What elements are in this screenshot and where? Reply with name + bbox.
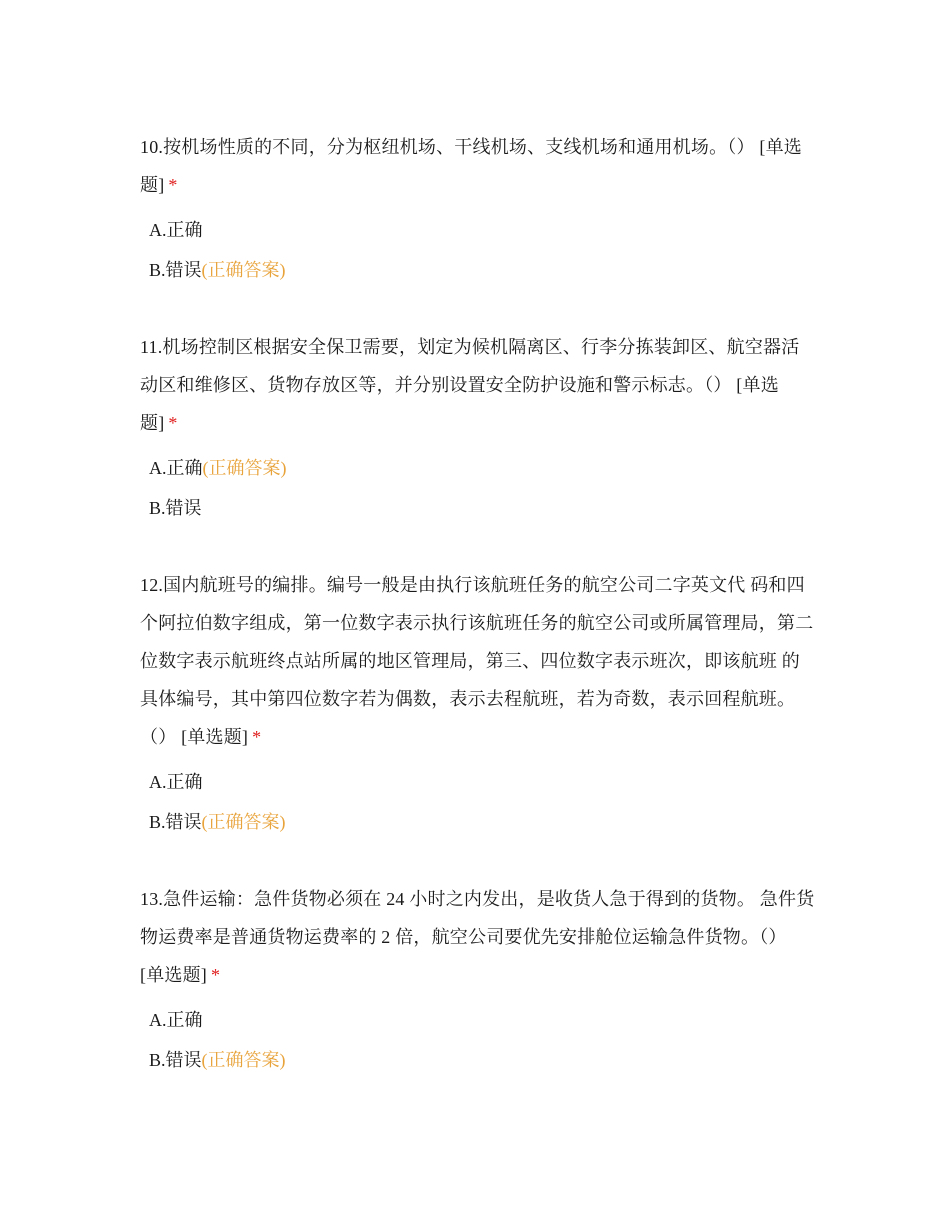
required-mark: * (252, 727, 262, 747)
option-a[interactable] (140, 1000, 815, 1040)
question-text-content: 13.急件运输：急件货物必须在 24 小时之内发出，是收货人急于得到的货物。 急件货物运费率是普通货物运费率的 2 倍，航空公司要优先安排舱位运输急件货物。（） [单选题] (140, 889, 815, 985)
correct-answer-tag: (正确答案) (201, 812, 286, 832)
question-10 (140, 128, 815, 290)
question-text (140, 880, 815, 994)
option-label: A.正确 (149, 772, 203, 792)
question-text-content: 10.按机场性质的不同，分为枢纽机场、干线机场、支线机场和通用机场。（） [单选题] (140, 137, 802, 195)
option-b[interactable] (140, 1040, 815, 1080)
option-label: B.错误 (149, 1050, 202, 1070)
question-text (140, 566, 815, 756)
question-text (140, 128, 815, 204)
survey-page (140, 128, 815, 1118)
option-label: A.正确 (149, 220, 203, 240)
question-13 (140, 880, 815, 1080)
option-a[interactable] (140, 448, 815, 488)
required-mark: * (168, 413, 178, 433)
option-a[interactable] (140, 210, 815, 250)
option-label: B.错误 (149, 812, 202, 832)
option-b[interactable] (140, 488, 815, 528)
option-a[interactable] (140, 762, 815, 802)
correct-answer-tag: (正确答案) (201, 260, 286, 280)
option-label: B.错误 (149, 260, 202, 280)
question-12 (140, 566, 815, 842)
correct-answer-tag: (正确答案) (201, 1050, 286, 1070)
option-b[interactable] (140, 250, 815, 290)
option-label: A.正确 (149, 458, 203, 478)
option-b[interactable] (140, 802, 815, 842)
question-11 (140, 328, 815, 528)
option-label: B.错误 (149, 498, 202, 518)
required-mark: * (168, 175, 178, 195)
option-label: A.正确 (149, 1010, 203, 1030)
question-text (140, 328, 815, 442)
question-text-content: 11.机场控制区根据安全保卫需要，划定为候机隔离区、行李分拣装卸区、航空器活动区和维修区、货物存放区等，并分别设置安全防护设施和警示标志。（） [单选题] (140, 337, 800, 433)
question-text-content: 12.国内航班号的编排。编号一般是由执行该航班任务的航空公司二字英文代 码和四个阿拉伯数字组成，第一位数字表示执行该航班任务的航空公司或所属管理局，第二位数字表示航班终点站所属的地区管理局，第三、四位数字表示班次，即该航班 的具体编号，其中第四位数字若为偶数，表示去程航班，若为奇数，表示回程航班。（） [单选题] (140, 575, 814, 747)
required-mark: * (211, 965, 221, 985)
correct-answer-tag: (正确答案) (202, 458, 287, 478)
